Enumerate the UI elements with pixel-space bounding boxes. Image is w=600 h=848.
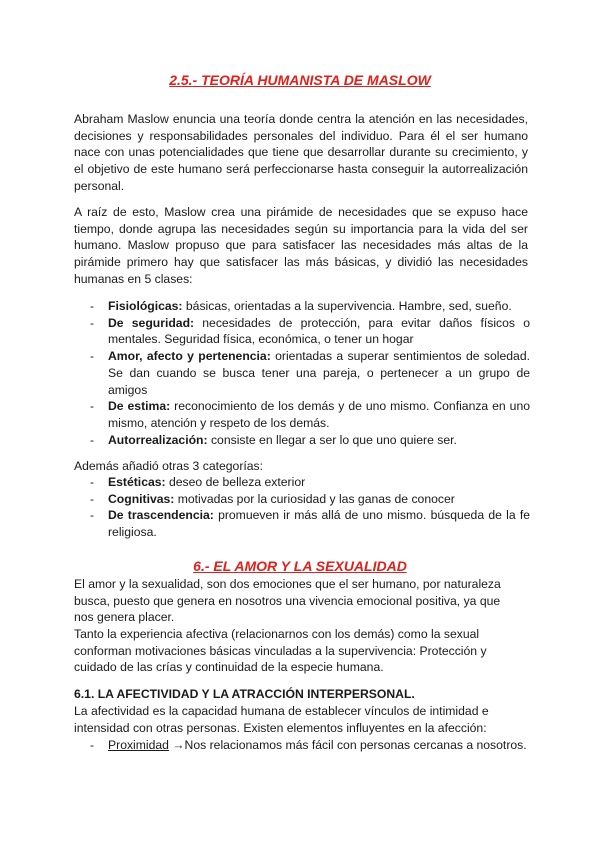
bullet-dash: - <box>90 349 95 364</box>
love-paragraph-1: El amor y la sexualidad, son dos emociones que el ser humano, por naturaleza busca, puesto que genera en nosotros una vivencia emocional positiva, ya que nos genera placer. <box>74 577 501 625</box>
arrow-glyph: → <box>168 738 185 752</box>
bullet-dash: - <box>90 315 95 330</box>
maslow-paragraph-2: A raíz de esto, Maslow crea una pirámide de necesidades que se expuso hace tiempo, donde agrupa las necesidades según su importancia para la vida del ser humano. Maslow propuso que para satisfacer las necesidades más altas de la pirámide primero hay que satisfacer las más básicas, y dividió las necesidades humanas en 5 clases: <box>74 205 528 286</box>
need-term: Amor, afecto y pertenencia: <box>108 349 271 364</box>
bullet-dash: - <box>90 491 95 506</box>
list-item <box>74 474 530 491</box>
element-term: Proximidad <box>108 738 169 752</box>
list-item <box>74 315 530 348</box>
need-desc: orientadas a superar sentimientos de soledad. Se dan cuando se busca tener una pareja, o pertenecer a un grupo de amigos <box>108 349 530 397</box>
need-desc: reconocimiento de los demás y de uno mismo. Confianza en uno mismo, atención y respeto de los demás. <box>108 399 530 430</box>
bullet-dash: - <box>90 508 95 523</box>
need-term: De estima: <box>108 399 171 414</box>
extra-categories-intro: Además añadió otras 3 categorías: <box>74 459 264 473</box>
list-item <box>74 298 530 315</box>
need-term: Fisiológicas: <box>108 299 183 313</box>
section-title-maslow: 2.5.- TEORÍA HUMANISTA DE MASLOW <box>169 72 431 88</box>
subheading-affectivity: 6.1. LA AFECTIVIDAD Y LA ATRACCIÓN INTERPERSONAL. <box>74 687 415 701</box>
need-term: Autorrealización: <box>108 432 208 447</box>
need-desc: básicas, orientadas a la supervivencia. Hambre, sed, sueño. <box>182 299 512 313</box>
list-item <box>74 398 530 431</box>
extra-categories-list <box>74 474 530 541</box>
maslow-paragraph-1: Abraham Maslow enuncia una teoría donde centra la atención en las necesidades, decisiones y responsabilidades personales del individuo. Para él el ser humano nace con unas potencialidades que tiene que desarrollar durante su crecimiento, y el objetivo de este humano será perfeccionarse hasta conseguir la autorrealización personal. <box>74 112 528 193</box>
need-desc: necesidades de protección, para evitar daños físicos o mentales. Seguridad física, económica, o tener un hogar <box>108 315 530 347</box>
need-desc: consiste en llegar a ser lo que uno quiere ser. <box>207 432 457 447</box>
list-item <box>74 348 530 398</box>
bullet-dash: - <box>90 432 95 447</box>
list-item <box>74 491 530 508</box>
list-item <box>74 737 540 754</box>
bullet-dash: - <box>90 475 95 489</box>
love-paragraph-2: Tanto la experiencia afectiva (relacionarnos con los demás) como la sexual conforman motivaciones básicas vinculadas a la supervivencia: Protección y cuidado de las crías y continuidad de la especie humana. <box>74 627 487 675</box>
category-desc: deseo de belleza exterior <box>165 475 306 489</box>
list-item <box>74 507 530 540</box>
needs-list <box>74 298 530 448</box>
category-desc: motivadas por la curiosidad y las ganas de conocer <box>174 491 455 506</box>
affect-elements-list <box>74 737 540 754</box>
category-term: De trascendencia: <box>108 508 214 523</box>
need-term: De seguridad: <box>108 315 195 330</box>
bullet-dash: - <box>90 399 95 414</box>
category-term: Cognitivas: <box>108 491 175 506</box>
affectivity-paragraph: La afectividad es la capacidad humana de establecer vínculos de intimidad e intensidad con otras personas. Existen elementos influyentes en la afección: <box>74 704 489 735</box>
category-desc: promueven ir más allá de uno mismo. búsqueda de la fe religiosa. <box>108 508 531 540</box>
bullet-dash: - <box>90 738 95 752</box>
list-item <box>74 432 530 449</box>
element-desc: Nos relacionamos más fácil con personas cercanas a nosotros. <box>184 738 527 752</box>
section-title-love-sexuality: 6.- EL AMOR Y LA SEXUALIDAD <box>193 558 407 574</box>
category-term: Estéticas: <box>108 475 166 489</box>
bullet-dash: - <box>90 299 95 313</box>
